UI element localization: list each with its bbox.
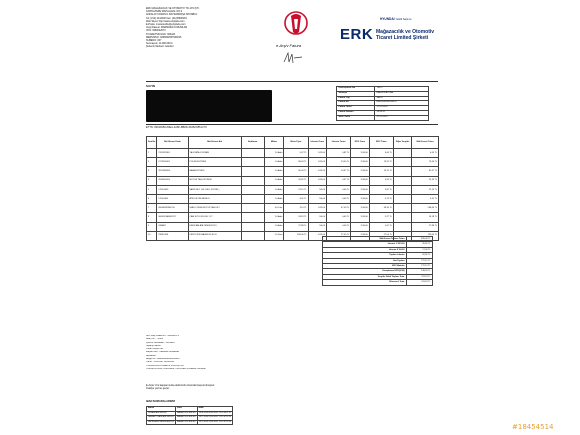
meta-value: ER02020000034576 (375, 101, 429, 106)
table-cell (393, 158, 411, 167)
note-line: Not: Araç Plaka No : 34CMN371 (146, 335, 179, 337)
table-cell: 0,00 TL (326, 194, 350, 203)
iban-cell: TR21 0006 2000 0011 1210 6726 50 (197, 416, 233, 421)
seller-line: KARTALTEPE MAHALLESİ. NO:2 (146, 10, 183, 14)
total-label: İskonto 2 %0,00 (323, 247, 407, 252)
table-cell: 153,00 TL (412, 231, 439, 240)
brand-line-1: Mağazacılık ve Otomotiv (376, 29, 435, 35)
table-cell: 9 (147, 222, 157, 231)
signature-icon (282, 52, 304, 64)
table-cell: %18,00 (351, 231, 369, 240)
table-cell: 79,0 TL (284, 204, 308, 213)
table-cell: 21,19 TL (412, 185, 439, 194)
table-cell: 8 (147, 213, 157, 222)
table-cell: 48,34 TL (369, 204, 393, 213)
table-cell: %18,00 (351, 167, 369, 176)
meta-value: 11-11-2020 (375, 115, 429, 120)
hyundai-dealer-text: Yetkili Satıcısı (395, 18, 412, 21)
table-cell: %18,00 (351, 149, 369, 158)
table-cell: VN8A57 (157, 222, 188, 231)
table-cell: %0,00 (308, 222, 326, 231)
table-cell: 86,64 TL (284, 158, 308, 167)
table-cell: 7 (147, 204, 157, 213)
table-cell: 5,02 TL (369, 222, 393, 231)
table-cell: SHELL 5W30 MOTOR YAGI 4LT (188, 204, 241, 213)
meta-value: TR1.2 (375, 87, 429, 92)
table-cell (241, 222, 264, 231)
iban-cell: BAHARİ 300 ERLER (175, 420, 197, 425)
table-cell: 4 (147, 176, 157, 185)
column-header: Miktar (264, 137, 284, 149)
stock-image-id: #18454514 (512, 423, 554, 431)
meta-key: Özelleştirme No (337, 87, 375, 92)
meta-key: Sevk Tarihi (337, 115, 375, 120)
table-cell (393, 176, 411, 185)
table-row (147, 222, 439, 231)
table-cell: 1799-0001 (157, 194, 188, 203)
seller-line: Vergi Dairesi: MARMARA KURUMLAR (146, 26, 188, 30)
iban-cell: GARANTİ BANKASI BELEDİ (147, 416, 176, 421)
table-cell (241, 213, 264, 222)
iban-row (147, 416, 233, 421)
table-cell: %18,00 (351, 222, 369, 231)
iban-cell: İŞ BANKASI BELEDİ (147, 411, 176, 416)
column-header: İskonto Tutarı (326, 137, 350, 149)
table-cell: 1,0 Adet (264, 176, 284, 185)
table-cell: 4,65 TL (412, 149, 439, 158)
table-cell: %18,00 (351, 185, 369, 194)
table-cell: 1 (147, 149, 157, 158)
table-cell: 0,00 TL (326, 213, 350, 222)
table-cell: 0,00 TL (326, 222, 350, 231)
total-value: 835,00 TL (407, 237, 433, 242)
table-cell: 14,75 TL (369, 167, 393, 176)
erk-brand-logo (336, 11, 436, 51)
table-cell: 27,00 TL (326, 231, 350, 240)
total-value: 138,99 TL (407, 269, 433, 274)
table-cell: 18,18 TL (412, 213, 439, 222)
statement-line: E-Arşiv izni kapsamında elektronik ortamda başvurulmuştur. (146, 384, 215, 387)
table-row (147, 185, 439, 194)
table-cell (393, 222, 411, 231)
table-cell: 4,0 Litre (264, 204, 284, 213)
total-value: 911,18 TL (407, 274, 433, 279)
column-header: KDV Oranı (351, 137, 369, 149)
table-cell: 3 (147, 167, 157, 176)
column-header: IBAN (197, 407, 233, 412)
seller-line: Tel: (212) 4144400 Fax: (212)5608181 (146, 16, 187, 20)
table-cell (241, 149, 264, 158)
column-header: Diğer Vergiler (393, 137, 411, 149)
iban-row (147, 420, 233, 425)
table-cell (393, 185, 411, 194)
seller-line: SUBENO: 007 (146, 39, 162, 43)
table-cell: 6 (147, 194, 157, 203)
meta-value: 16:59:31 (375, 110, 429, 115)
seller-line: MERSİSNO: 0366002567600015 (146, 35, 182, 39)
iban-title: IBAN NUMARALARIMIZ (146, 400, 176, 403)
table-cell: %15,00 (308, 158, 326, 167)
table-cell: 13,00 TL (326, 158, 350, 167)
column-header: Şube (175, 407, 197, 412)
meta-key: Fatura Tarihi (337, 106, 375, 111)
ettn-text: ETTN: 09b39359-60EA-4A8F-BB0D-36452C851C79 (146, 126, 207, 129)
table-cell: 0,00 TL (326, 185, 350, 194)
divider (146, 81, 438, 82)
total-label: Vergiler Dahil Toplam Tutar (323, 274, 407, 279)
table-cell: %15,00 (308, 204, 326, 213)
table-row (147, 204, 439, 213)
table-cell (241, 176, 264, 185)
table-cell: 0,82 TL (326, 149, 350, 158)
table-cell: 0,79 TL (369, 194, 393, 203)
hyundai-logo-text: HYUNDAI (380, 17, 395, 21)
meta-value: SATIS (375, 96, 429, 101)
table-row (147, 158, 439, 167)
totals-table (322, 236, 433, 286)
note-line: Yazan Grupu No : (146, 348, 165, 351)
table-cell: 5 (147, 185, 157, 194)
note-line: Açıklama : (146, 354, 157, 357)
column-header: Banka (147, 407, 176, 412)
meta-value: EARSIVFATURA (375, 91, 429, 96)
table-cell: 1,0 Adet (264, 167, 284, 176)
table-cell: %0,00 (308, 185, 326, 194)
items-header-row (147, 137, 439, 149)
meta-key: Fatura Zamanı (337, 110, 375, 115)
invoice-meta-table (336, 86, 429, 121)
meta-key: Senaryo (337, 91, 375, 96)
meta-row (337, 115, 429, 120)
note-line: Müşteri Adı : CEMİLE ÖZDEMİR (146, 351, 180, 354)
table-cell: %15,00 (308, 231, 326, 240)
table-cell (393, 194, 411, 203)
table-cell (241, 204, 264, 213)
table-cell: 10 (147, 231, 157, 240)
table-cell: %15,00 (308, 149, 326, 158)
total-label: Hesaplanan KDV(%18) (323, 269, 407, 274)
table-cell: 29,82 TL (284, 176, 308, 185)
table-cell: 1,0 Adet (264, 185, 284, 194)
total-value: 62,81 TL (407, 253, 433, 258)
table-cell: 180,00 TL (284, 231, 308, 240)
total-label: İskonto 1 %15,00 (323, 242, 407, 247)
column-header: Mal Hizmet Kodu (157, 137, 188, 149)
table-cell: POLEN FILTRESI (188, 158, 241, 167)
table-cell: 81,97 TL (412, 167, 439, 176)
table-cell: YAG TAPA CONTASI (188, 149, 241, 158)
table-cell: %18,00 (351, 176, 369, 185)
table-cell: %18,00 (351, 158, 369, 167)
table-cell: 27,88 TL (284, 222, 308, 231)
total-label: Ödenecek Tutar (323, 280, 407, 285)
table-cell: 27,54 TL (369, 231, 393, 240)
note-line: Yalnız : DOKUZYÜZONBİR (146, 361, 175, 364)
meta-key: Fatura Tipi (337, 96, 375, 101)
table-cell: MOTOR YAG FILTRESI (188, 176, 241, 185)
table-cell: 96,44 TL (284, 167, 308, 176)
column-header: Sıra No (147, 137, 157, 149)
invoice-page (136, 0, 444, 435)
table-cell: 9713502001 (157, 158, 188, 167)
table-cell: %18,00 (351, 204, 369, 213)
table-cell: 1,0 Saat (264, 231, 284, 240)
statement-line: İrsaliye yerine geçer. (146, 387, 170, 391)
meta-value: 11-11-2020 (375, 106, 429, 111)
totals-row (323, 280, 433, 285)
seller-line: ERK MAĞAZACILIK VE OTOMOTİV TİC.LTD.ŞTİ. (146, 7, 200, 10)
column-header: Birim Fiyat (284, 137, 308, 149)
table-cell: 73,64 TL (412, 158, 439, 167)
table-cell: %0,00 (308, 194, 326, 203)
table-cell: 2151322801 (157, 149, 188, 158)
note-line: Belge No : EA000000000034526 (146, 358, 180, 361)
total-label: KDV Matrahı (323, 264, 407, 269)
column-header: Açıklama (241, 137, 264, 149)
divider (146, 124, 438, 125)
table-cell (241, 231, 264, 240)
table-cell: 2 (147, 158, 157, 167)
table-cell: %18,00 (351, 194, 369, 203)
note-line: Siparişi Sahibi : (146, 344, 162, 347)
total-value: 911,18 TL (407, 280, 433, 285)
total-value: 17,00 TL (407, 247, 433, 252)
line-items-table (146, 136, 439, 241)
total-value: 772,19 TL (407, 258, 433, 263)
table-cell: 4,56 TL (369, 176, 393, 185)
table-cell (393, 167, 411, 176)
table-cell: 5,47 TL (284, 149, 308, 158)
table-cell: 3,27 TL (369, 213, 393, 222)
table-cell: %15,00 (308, 167, 326, 176)
seller-line: ANKALAT KORANI 1 BAYRAMPAŞA İSTANBUL (146, 13, 198, 17)
table-row (147, 176, 439, 185)
table-row (147, 194, 439, 203)
total-value: 772,19 TL (407, 264, 433, 269)
column-header: İskonto Oranı (308, 137, 326, 149)
table-row (147, 149, 439, 158)
table-cell (241, 167, 264, 176)
column-header: KDV Tutarı (369, 137, 393, 149)
table-cell: CAM SUYU KULUK 1 LT (188, 213, 241, 222)
seller-info (146, 7, 266, 49)
table-cell: 1,0 Adet (264, 194, 284, 203)
note-line: TÜRKLİRASI ONSEKİZ KURUŞTUR (146, 364, 184, 367)
table-cell: 14,47 TL (326, 167, 350, 176)
table-cell: PERIYODIK BAKIM ISCILIGI (188, 231, 241, 240)
table-cell: 4,41 TL (284, 194, 308, 203)
meta-key: Fatura No (337, 101, 375, 106)
table-cell: FREN BALATA TEMIZLEYICI (188, 222, 241, 231)
e-archive-statement (146, 384, 306, 391)
table-cell: 18,18 TL (284, 213, 308, 222)
iban-cell: BAHARİ 300 ERLER (175, 411, 197, 416)
table-row (147, 213, 439, 222)
table-cell (393, 149, 411, 158)
note-line: YALNIZ DOKUZYÜZONBİR Türk Lirası ONSEKİZ Kuruştur (146, 367, 206, 370)
table-cell: 2811303R00 (157, 167, 188, 176)
table-cell (241, 158, 264, 167)
table-cell: 1,0 Adet (264, 213, 284, 222)
table-cell: 27,88 TL (412, 222, 439, 231)
table-cell: %0,00 (308, 213, 326, 222)
table-cell: 2630002503 (157, 176, 188, 185)
table-cell (241, 194, 264, 203)
column-header: Mal Hizmet Tutarı (412, 137, 439, 149)
table-cell: %18,00 (351, 213, 369, 222)
invoice-notes (146, 335, 266, 371)
iban-row (147, 411, 233, 416)
iban-cell: VAKIFBANK BANKA BELEDİ (147, 420, 176, 425)
erk-wordmark: ERK (340, 26, 374, 43)
table-cell: 47,40 TL (326, 204, 350, 213)
table-cell: 1799-0003 (157, 185, 188, 194)
total-label: Ara Toplam (323, 258, 407, 263)
total-label: Mal Hizmet Toplam Tutarı (323, 237, 407, 242)
table-cell: SARF MLZ. ( EL DELI, FILTRE ) (188, 185, 241, 194)
table-row (147, 167, 439, 176)
seller-line: VKN: 3660022673 (146, 29, 166, 33)
table-cell: 13,25 TL (369, 158, 393, 167)
iban-cell: TR76 0001 5000 0011 1210 6728 04 (197, 420, 233, 425)
table-cell: HAVA FILTRESI (188, 167, 241, 176)
column-header: Mal Hizmet Adı (188, 137, 241, 149)
table-cell: 1,0 Adet (264, 149, 284, 158)
seller-line: Sermayesi: 12.000.000 ₺ (146, 42, 173, 46)
table-cell: ATIK FILTRE BEDELI (188, 194, 241, 203)
table-cell: 4,47 TL (326, 176, 350, 185)
seller-line: Web Sitesi: http://www.erkplaza.com (146, 19, 185, 23)
total-value: 45,81 TL (407, 242, 433, 247)
iban-cell: TR36 0006 4000 0011 1210 4951 92 (197, 411, 233, 416)
table-cell: 4,41 TL (412, 194, 439, 203)
seller-line: TİCARETSİCİLNO: 306424 (146, 32, 176, 36)
note-line: İş Emri Numarası : 3124995 (146, 341, 175, 344)
iban-cell: BAHARİ 300 ERLER (175, 416, 197, 421)
table-cell: 000SUCAMSUYUT (157, 213, 188, 222)
seller-line: Şubenin Merkezi: İstanbul (146, 45, 174, 49)
table-cell: %15,00 (308, 176, 326, 185)
seller-line: E-Posta: musteriedhe@erkplaza.com (146, 23, 186, 27)
table-cell: 21,19 TL (284, 185, 308, 194)
redacted-recipient (146, 90, 272, 122)
table-cell: 268,60 TL (412, 204, 439, 213)
iban-table (146, 406, 233, 425)
table-cell (393, 213, 411, 222)
brand-line-2: Ticaret Limited Şirketi (376, 35, 429, 41)
table-cell: 0,84 TL (369, 149, 393, 158)
table-cell: PERIODIK (157, 231, 188, 240)
table-cell: 1,0 Adet (264, 158, 284, 167)
table-cell: 3,81 TL (369, 185, 393, 194)
table-cell: 00004SW3WCGL (157, 204, 188, 213)
table-cell: 25,35 TL (412, 176, 439, 185)
table-cell (241, 185, 264, 194)
note-line: Araç Km : 71825 (146, 338, 164, 341)
e-arsiv-label: e-Arşiv Fatura (276, 43, 302, 48)
recipient-label: SAYIN (146, 84, 155, 88)
table-cell (393, 204, 411, 213)
gib-emblem-icon (284, 10, 308, 40)
table-cell: 1,0 Adet (264, 222, 284, 231)
total-label: Toplam İskonto (323, 253, 407, 258)
